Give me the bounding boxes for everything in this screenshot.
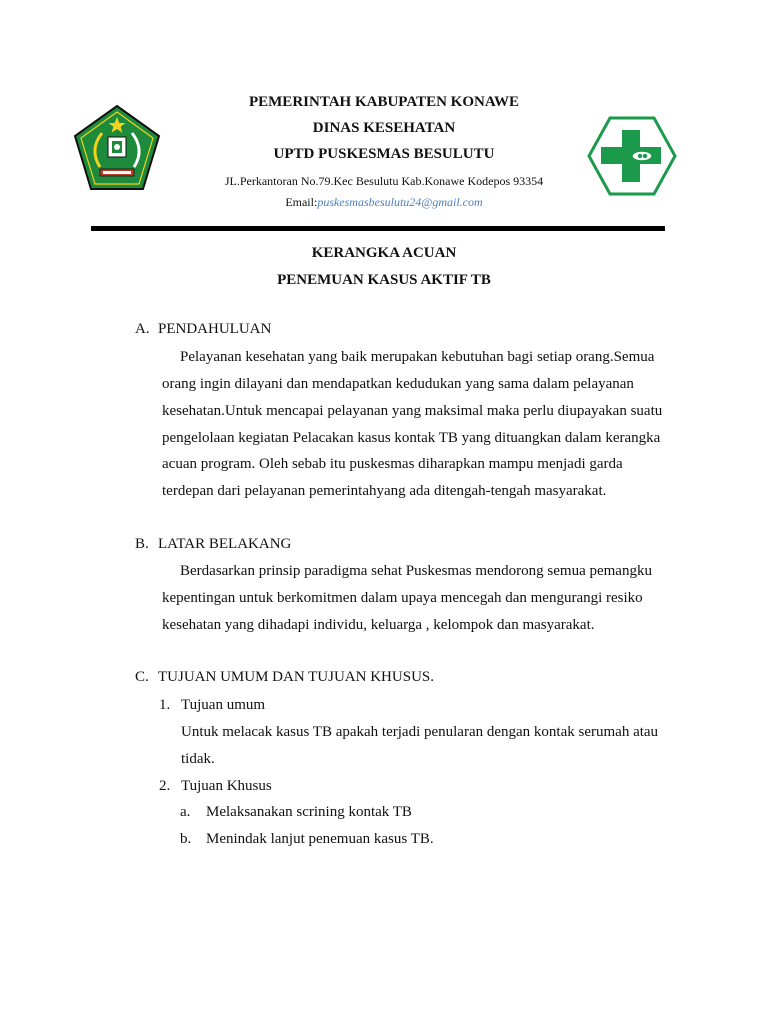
section-a-line-4: pengelolaan kegiatan Pelacakan kasus kontak TB yang dituangkan dalam kerangka [162, 430, 661, 446]
sub-item-a-text: Melaksanakan scrining kontak TB [206, 804, 412, 820]
document-title: KERANGKA ACUAN [311, 245, 457, 261]
address: JL.Perkantoran No.79.Kec Besulutu Kab.Konawe Kodepos 93354 [224, 174, 544, 188]
section-b-title: LATAR BELAKANG [158, 536, 292, 552]
document-subtitle: PENEMUAN KASUS AKTIF TB [277, 272, 491, 288]
header-divider [91, 226, 665, 231]
department-name: DINAS KESEHATAN [312, 120, 456, 136]
section-a-line-6: terdepan dari pelayanan pemerintahyang ada ditengah-tengah masyarakat. [162, 483, 607, 499]
item-2-number: 2. [159, 778, 171, 794]
item-1-line-2: tidak. [181, 751, 215, 767]
section-a-line-5: acuan program. Oleh sebab itu puskesmas diharapkan mampu menjadi garda [162, 456, 623, 472]
section-a-line-2: orang ingin dilayani dan mendapatkan kedudukan yang sama dalam pelayanan [162, 376, 634, 392]
item-1-line-1: Untuk melacak kasus TB apakah terjadi penularan dengan kontak serumah atau [181, 724, 659, 740]
sub-item-b-text: Menindak lanjut penemuan kasus TB. [206, 831, 434, 847]
unit-name: UPTD PUSKESMAS BESULUTU [273, 146, 495, 162]
section-a-line-3: kesehatan.Untuk mencapai pelayanan yang maksimal maka perlu diupayakan suatu [162, 403, 663, 419]
section-b-line-1: Berdasarkan prinsip paradigma sehat Puskesmas mendorong semua pemangku [180, 563, 652, 579]
email-line [0, 195, 768, 210]
sub-item-b-letter: b. [180, 831, 192, 847]
item-1-title: Tujuan umum [181, 697, 266, 713]
agency-name: PEMERINTAH KABUPATEN KONAWE [248, 94, 519, 110]
section-c-letter: C. [135, 669, 149, 685]
email-link[interactable]: puskesmasbesulutu24@gmail.com [317, 195, 483, 209]
item-1-number: 1. [159, 697, 171, 713]
item-2-title: Tujuan Khusus [181, 778, 272, 794]
section-b-line-3: kesehatan yang dihadapi individu, keluarga , kelompok dan masyarakat. [162, 617, 595, 633]
section-b-line-2: kepentingan untuk berkomitmen dalam upaya mencegah dan mengurangi resiko [162, 590, 643, 606]
section-a-letter: A. [135, 321, 150, 337]
section-a-line-1: Pelayanan kesehatan yang baik merupakan kebutuhan bagi setiap orang.Semua [180, 349, 655, 365]
section-c-title: TUJUAN UMUM DAN TUJUAN KHUSUS. [158, 669, 434, 685]
section-a-title: PENDAHULUAN [158, 321, 272, 337]
sub-item-a-letter: a. [180, 804, 191, 820]
email-label: Email: [285, 195, 318, 209]
section-b-letter: B. [135, 536, 149, 552]
